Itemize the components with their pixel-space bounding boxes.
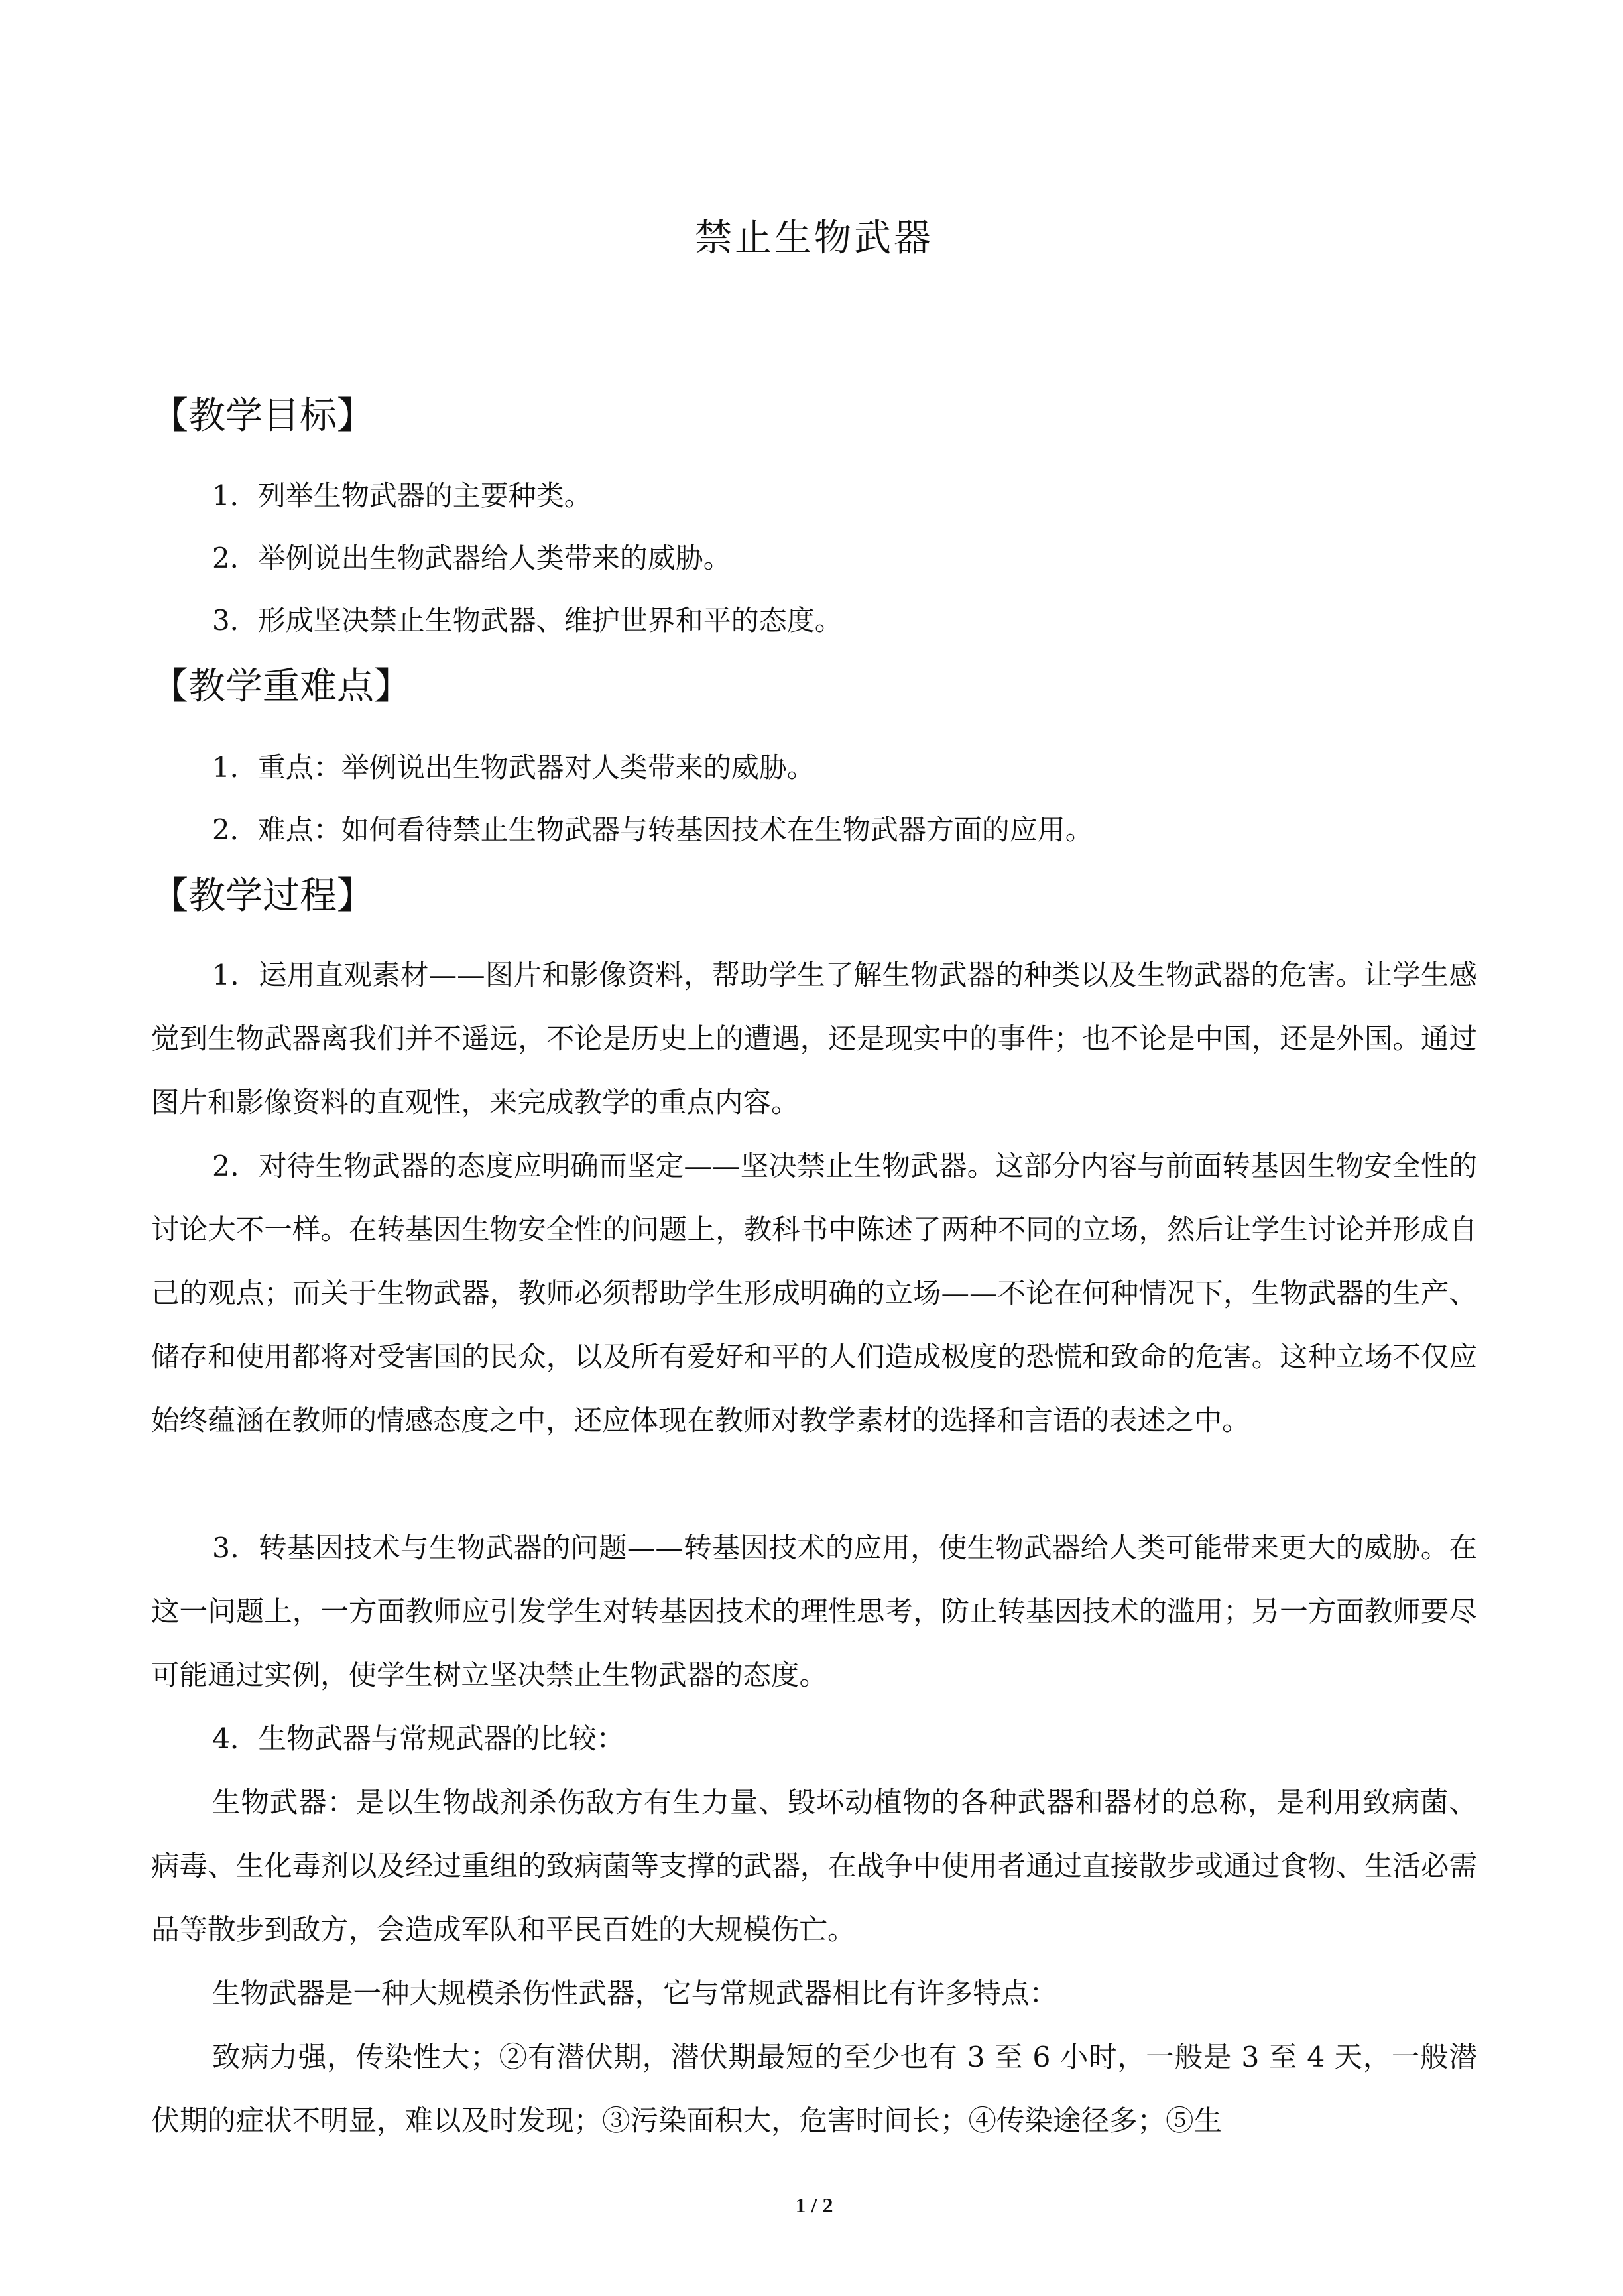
key-point-item: 1．重点：举例说出生物武器对人类带来的威胁。: [212, 751, 815, 784]
objective-item: 3．形成坚决禁止生物武器、维护世界和平的态度。: [212, 604, 843, 636]
page-number: 1 / 2: [795, 2193, 833, 2217]
process-paragraph: 3．转基因技术与生物武器的问题——转基因技术的应用，使生物武器给人类可能带来更大的威胁。在这一问题上，一方面教师应引发学生对转基因技术的理性思考，防止转基因技术的滥用；另一方面教师要尽可能通过实例，使学生树立坚决禁止生物武器的态度。: [151, 1532, 1477, 1692]
objective-item: 2．举例说出生物武器给人类带来的威胁。: [212, 542, 731, 574]
process-paragraph: 2．对待生物武器的态度应明确而坚定——坚决禁止生物武器。这部分内容与前面转基因生物安全性的讨论大不一样。在转基因生物安全性的问题上，教科书中陈述了两种不同的立场，然后让学生讨论并形成自己的观点；而关于生物武器，教师必须帮助学生形成明确的立场——不论在何种情况下，生物武器的生产、储存和使用都将对受害国的民众，以及所有爱好和平的人们造成极度的恐慌和致命的危害。这种立场不仅应始终蕴涵在教师的情感态度之中，还应体现在教师对教学素材的选择和言语的表述之中。: [151, 1150, 1477, 1437]
process-paragraph: 生物武器是一种大规模杀伤性武器，它与常规武器相比有许多特点：: [212, 1978, 1058, 2010]
document-page: [151, 0, 1477, 2296]
section-heading-key-points: 【教学重难点】: [151, 665, 411, 708]
objective-item: 1．列举生物武器的主要种类。: [212, 479, 592, 512]
section-heading-objectives: 【教学目标】: [151, 394, 374, 438]
key-point-item: 2．难点：如何看待禁止生物武器与转基因技术在生物武器方面的应用。: [212, 814, 1093, 846]
process-paragraph: 生物武器：是以生物战剂杀伤敌方有生力量、毁坏动植物的各种武器和器材的总称，是利用致病菌、病毒、生化毒剂以及经过重组的致病菌等支撑的武器，在战争中使用者通过直接散步或通过食物、生活必需品等散步到敌方，会造成军队和平民百姓的大规模伤亡。: [151, 1787, 1477, 1947]
section-heading-process: 【教学过程】: [151, 875, 374, 918]
process-paragraph: 1．运用直观素材——图片和影像资料，帮助学生了解生物武器的种类以及生物武器的危害。让学生感觉到生物武器离我们并不遥远，不论是历史上的遭遇，还是现实中的事件；也不论是中国，还是外国。通过图片和影像资料的直观性，来完成教学的重点内容。: [151, 959, 1477, 1119]
process-paragraph: 4．生物武器与常规武器的比较：: [212, 1723, 625, 1756]
document-title: 禁止生物武器: [695, 217, 933, 260]
process-paragraph: 致病力强，传染性大；②有潜伏期，潜伏期最短的至少也有 3 至 6 小时，一般是 3 至 4 天，一般潜伏期的症状不明显，难以及时发现；③污染面积大，危害时间长；④传染途径多；⑤生: [151, 2041, 1477, 2138]
